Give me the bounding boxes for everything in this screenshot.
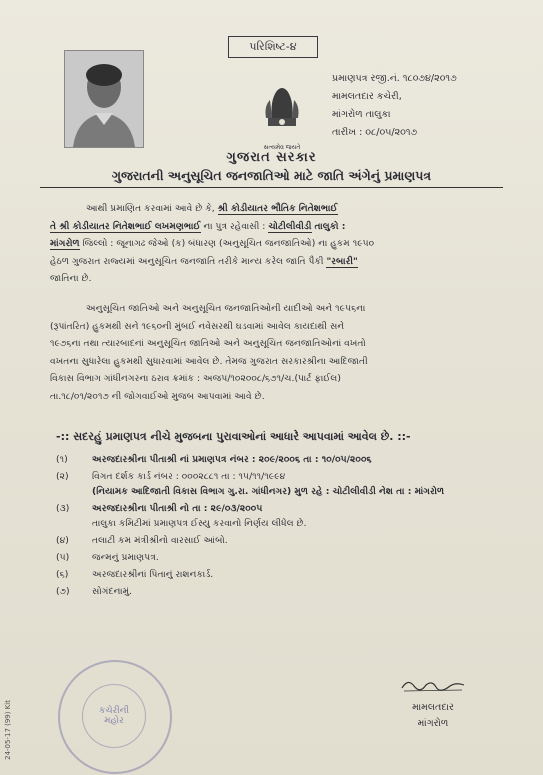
certificate-title: ગુજરાતની અનુસૂચિત જનજાતિઓ માટે જાતિ અંગેનું પ્રમાણપત્ર (40, 168, 503, 188)
office-seal (58, 660, 172, 774)
signature-scribble-icon (398, 676, 468, 694)
village: ચોટીલીવીડી (268, 220, 312, 232)
seal-center: કચેરીની મહોર (82, 684, 146, 748)
line-5: જાતિના છે. (50, 273, 92, 285)
list-item: (૨) વિગત દર્શક કાર્ડ નંબર : ૦૦૦૨૮૮૧ તા : ૧૫/૧૧/૧૯૯૪ (નિયામક આદિજાતી વિકાસ વિભાગ ગુ.રા. ગાંધીનગર) મુળ રહે : ચોટીલીવીડી નેશ તા : માંગરોળ (56, 471, 445, 497)
legal-basis-paragraph: અનુસૂચિત જાતિઓ અને અનુસૂચિત જનજાતિઓની યાદીઓ અને ૧૯૫૬ના (રૂપાંતરિત) હુકમથી સને ૧૯૬૦ની મુંબઈ નવેસરથી ઘડવામાં આવેલ કાયદાથી સને ૧૯૭૬ના તથા ત્યારબાદનાં અનુસૂચિત જાતિઓ અને અનુસૂચિત જનજાતિઓનાં વખતો વખતના સુધારેલા હુકમથી સુધારવામાં આવેલ છે. તેમજ ગુજરાત સરકારશ્રીના આદિજાતી વિકાસ વિભાગ ગાંધીનગરના ઠરાવ ક્રમાંક : અજપ/૧૦૨૦૦૮/૬૭૧/ચ.(પાર્ટ ફાઈલ) તા.૧૮/૦૧/૨૦૧૭ ની જોગવાઈઓ મુજબ આપવામાં આવે છે. (50, 303, 368, 402)
taluka-name: માંગરોળ (50, 238, 80, 250)
evidence-section-heading: -:: સદરહું પ્રમાણપત્ર નીચે મુજબના પુરાવાઓનાં આધારે આપવામાં આવેલ છે. ::- (56, 430, 411, 443)
list-item: (૭) સોગંદનામું. (56, 586, 133, 597)
applicant-name: શ્રી કોડીયાતર ભૌતિક નિતેશભાઈ (217, 203, 338, 214)
certification-paragraph (50, 200, 510, 288)
issuing-office: મામલતદાર કચેરી, (332, 91, 402, 102)
applicant-photo (64, 50, 144, 148)
registration-number: પ્રમાણપત્ર રજી.નં. ૧૮૦૭૪/૨૦૧૭ (332, 73, 457, 84)
signature-block (398, 676, 468, 732)
state-emblem (258, 78, 306, 150)
issue-date: તારીખ : ૦૮/૦૫/૨૦૧૭ (332, 127, 418, 138)
caste-name: "રબારી" (326, 255, 358, 267)
certificate-meta (332, 70, 457, 142)
margin-code: 24-05-17 (99) Kit (4, 700, 12, 760)
line-1: આથી પ્રમાણિત કરવામાં આવે છે કે, શ્રી કોડીયાતર ભૌતિક નિતેશભાઈ (86, 203, 338, 214)
signatory-title: મામલતદાર (412, 702, 454, 713)
ashoka-emblem-icon (258, 78, 306, 150)
govt-title: ગુજરાત સરકાર (226, 150, 317, 165)
list-item: (૪) તલાટી કમ મંત્રીશ્રીનો વારસાઈ આંબો. (56, 535, 228, 546)
evidence-list (56, 454, 526, 603)
list-item: (૬) અરજદારશ્રીનાં પિતાનું રાશનકાર્ડ. (56, 569, 214, 580)
appendix-label: પરિશિષ્ટ-૪ (228, 36, 318, 58)
issuing-taluka: માંગરોળ તાલુકા (332, 109, 391, 120)
line-2: તે શ્રી કોડીયાતર નિતેશભાઈ લખમણભાઈ ના પુત્ર રહેવાસી : ચોટીલીવીડી તાલુકો : (50, 220, 346, 232)
list-item: (૧) અરજદારશ્રીના પીતાશ્રી નાં પ્રમાણપત્ર નંબર : ૨૦૯/૨૦૦૬ તા : ૧૦/૦૫/૨૦૦૬ (56, 454, 372, 465)
list-item: (૩) અરજદારશ્રીના પીતાશ્રી નો તા : ૨૯/૦૩/૨૦૦૫ તાલુકા કમિટીમાં પ્રમાણપત્ર ઈસ્યુ કરવાનો નિર્ણય લીધેલ છે. (56, 503, 307, 529)
line-3: માંગરોળ જિલ્લો : જૂનાગઢ જેઓ (ક) બંધારણ (અનુસૂચિત જનજાતિઓ) ના હુકમ ૧૯૫૦ (50, 238, 375, 250)
father-name: તે શ્રી કોડીયાતર નિતેશભાઈ લખમણભાઈ (50, 220, 201, 232)
list-item: (૫) જન્મનું પ્રમાણપત્ર. (56, 552, 159, 563)
signatory-place: માંગરોળ (417, 718, 449, 729)
line-4: હેઠળ ગુજરાત રાજ્યમાં અનુસૂચિત જનજાતિ તરીકે માન્ય કરેલ જાતિ પૈકી "રબારી" (50, 255, 358, 267)
emblem-caption: સત્યમેવ જયતે (263, 144, 301, 151)
portrait-image (65, 51, 143, 147)
